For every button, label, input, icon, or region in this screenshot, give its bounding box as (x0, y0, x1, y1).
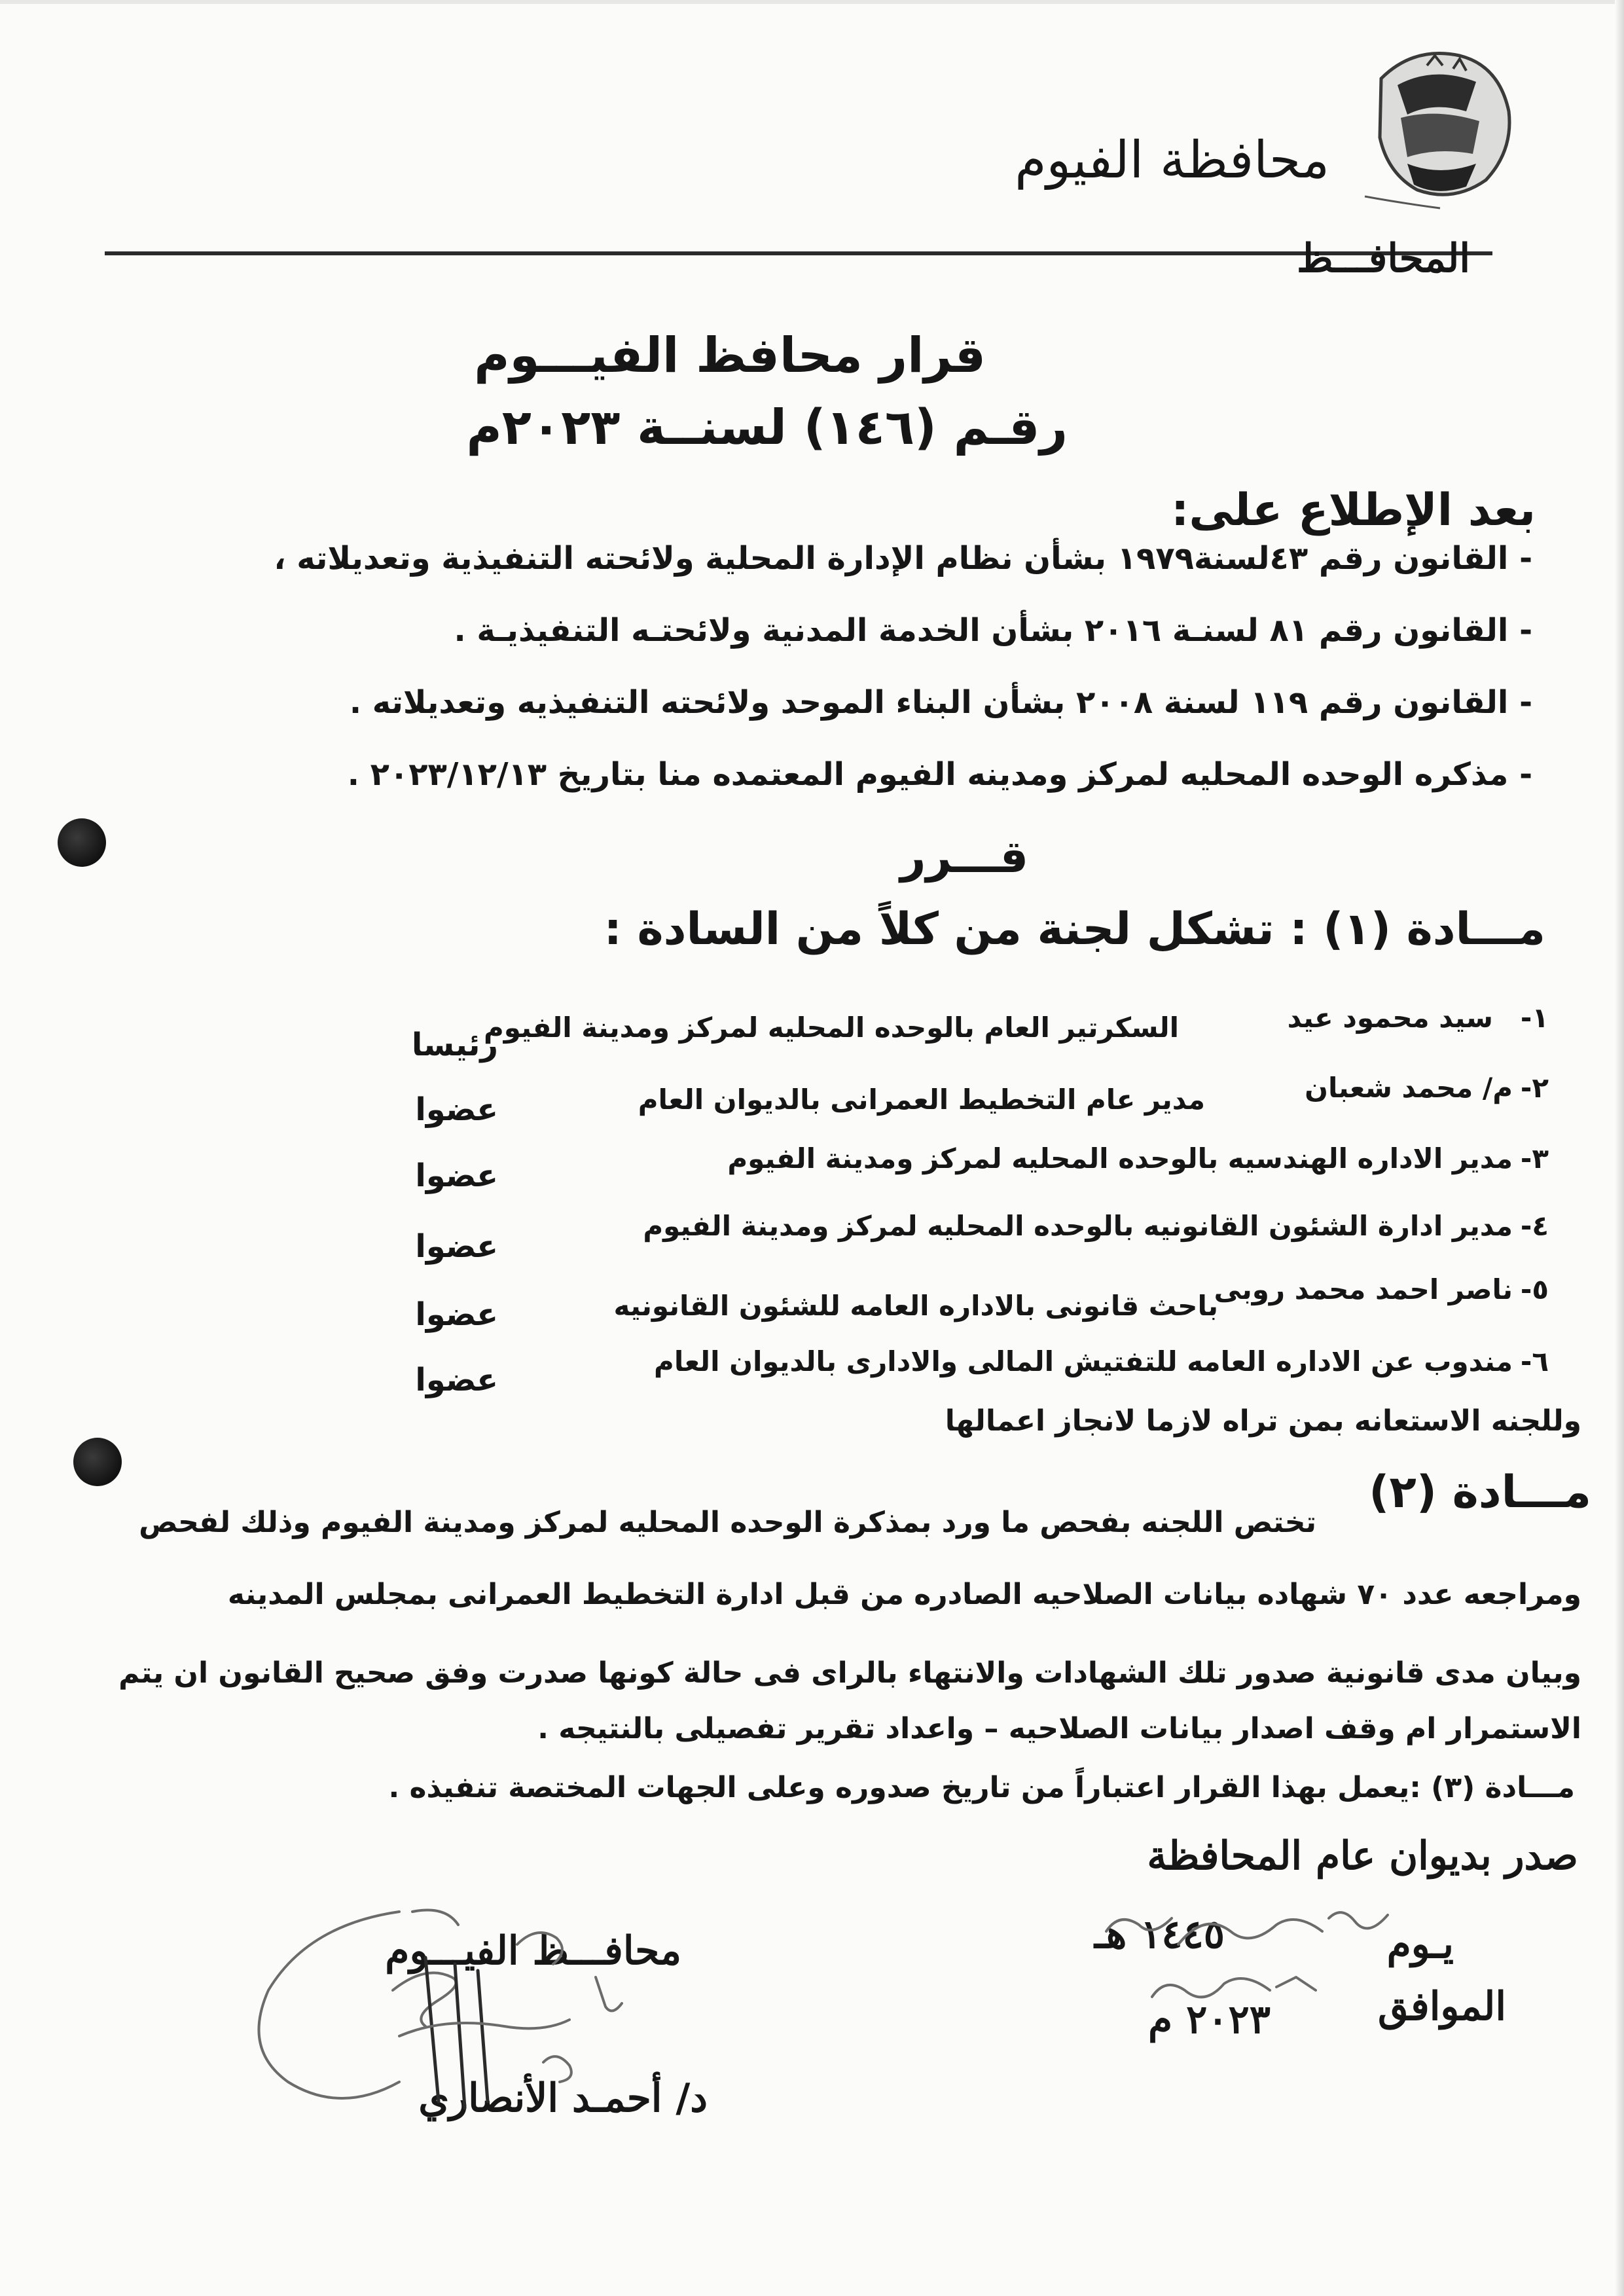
header-rule (105, 251, 1492, 255)
preamble-item: - مذكره الوحده المحليه لمركز ومدينه الفيوم المعتمده منا بتاريخ ٢٠٢٣/١٢/١٣ . (347, 756, 1532, 793)
governor-signature-icon (229, 1886, 713, 2160)
issued-at-governorate: صدر بديوان عام المحافظة (1147, 1833, 1578, 1879)
member-number: ٦- (1520, 1345, 1549, 1377)
member-name: م/ محمد شعبان (1305, 1072, 1513, 1104)
punch-hole-upper (58, 818, 106, 867)
committee-assistance-note: وللجنه الاستعانه بمن تراه لازما لانجاز اعمالها (945, 1404, 1581, 1438)
preamble-heading: بعد الإطلاع على: (1171, 484, 1536, 536)
member-title: مدير الاداره الهندسيه بالوحده المحليه لمركز ومدينة الفيوم (727, 1142, 1513, 1175)
governorate-emblem-icon (1362, 39, 1519, 210)
article2-line: وبيان مدى قانونية صدور تلك الشهادات والانتهاء بالراى فى حالة كونها صدرت وفق صحيح القانون ان يتم (118, 1656, 1581, 1690)
scan-edge-top (0, 0, 1624, 4)
member-name: ناصر احمد محمد روبى (1214, 1273, 1513, 1305)
hijri-year: ١٤٤٥ هـ (1094, 1912, 1225, 1958)
member-role: عضوا (415, 1228, 498, 1265)
article1-heading: مـــادة (١) : تشكل لجنة من كلاً من السادة : (604, 903, 1545, 955)
decision-number: رقـم (١٤٦) لسنــة ٢٠٢٣م (466, 399, 1068, 456)
member-title: مندوب عن الاداره العامه للتفتيش المالى والادارى بالديوان العام (654, 1345, 1513, 1377)
preamble-item: - القانون رقم ٨١ لسنـة ٢٠١٦ بشأن الخدمة المدنية ولائحتـه التنفيذيـة . (454, 612, 1532, 649)
gregorian-label: الموافق (1377, 1984, 1506, 2030)
member-number: ٢- (1520, 1072, 1549, 1104)
governorate-name: محافظة الفيوم (1015, 131, 1329, 190)
member-number: ٥- (1520, 1273, 1549, 1305)
governor-name: د/ أحمـد الأنصاري (418, 2075, 708, 2121)
member-role: عضوا (415, 1157, 498, 1194)
decision-title: قرار محافظ الفيـــوم (474, 327, 986, 384)
gregorian-year: ٢٠٢٣ م (1148, 1997, 1271, 2043)
member-title: السكرتير العام بالوحده المحليه لمركز ومدينة الفيوم (484, 1011, 1179, 1044)
member-title: باحث قانونى بالاداره العامه للشئون القانونيه (613, 1290, 1218, 1322)
article3-text: مـــادة (٣) :يعمل بهذا القرار اعتباراً من تاريخ صدوره وعلى الجهات المختصة تنفيذه . (388, 1771, 1575, 1804)
article2-line: تختص اللجنه بفحص ما ورد بمذكرة الوحده المحليه لمركز ومدينة الفيوم وذلك لفحص (139, 1506, 1316, 1539)
member-role: عضوا (415, 1362, 498, 1398)
member-number: ٣- (1520, 1142, 1549, 1175)
member-number: ٤- (1520, 1210, 1549, 1242)
member-title: مدير ادارة الشئون القانونيه بالوحده المحليه لمركز ومدينة الفيوم (643, 1210, 1513, 1242)
handwritten-date-icon (1080, 1886, 1447, 2030)
preamble-item: - القانون رقم ٤٣لسنة١٩٧٩ بشأن نظام الإدارة المحلية ولائحته التنفيذية وتعديلاته ، (274, 540, 1532, 577)
article2-line: الاستمرار ام وقف اصدار بيانات الصلاحيه – واعداد تقرير تفصيلى بالنتيجه . (537, 1712, 1581, 1745)
governor-title: محافـــظ الفيـــوم (385, 1928, 681, 1974)
article2-line: ومراجعه عدد ٧٠ شهاده بيانات الصلاحيه الصادره من قبل ادارة التخطيط العمرانى بمجلس المدينه (227, 1578, 1581, 1611)
member-title: مدير عام التخطيط العمرانى بالديوان العام (638, 1084, 1205, 1116)
punch-hole-lower (73, 1438, 122, 1486)
scan-edge-right (1615, 0, 1624, 2296)
preamble-item: - القانون رقم ١١٩ لسنة ٢٠٠٨ بشأن البناء الموحد ولائحته التنفيذيه وتعديلاته . (349, 684, 1532, 721)
hijri-day-label: يـوم (1386, 1922, 1454, 1967)
member-name: سيد محمود عيد (1287, 1002, 1493, 1034)
member-number: ١- (1520, 1002, 1549, 1034)
office-label: المحافـــظ (1296, 236, 1470, 282)
member-role: عضوا (415, 1091, 498, 1128)
article2-label: مـــادة (٢) (1369, 1467, 1591, 1518)
member-role: رئيسا (411, 1027, 498, 1063)
member-role: عضوا (415, 1296, 498, 1333)
decided-heading: قـــرر (900, 831, 1028, 883)
